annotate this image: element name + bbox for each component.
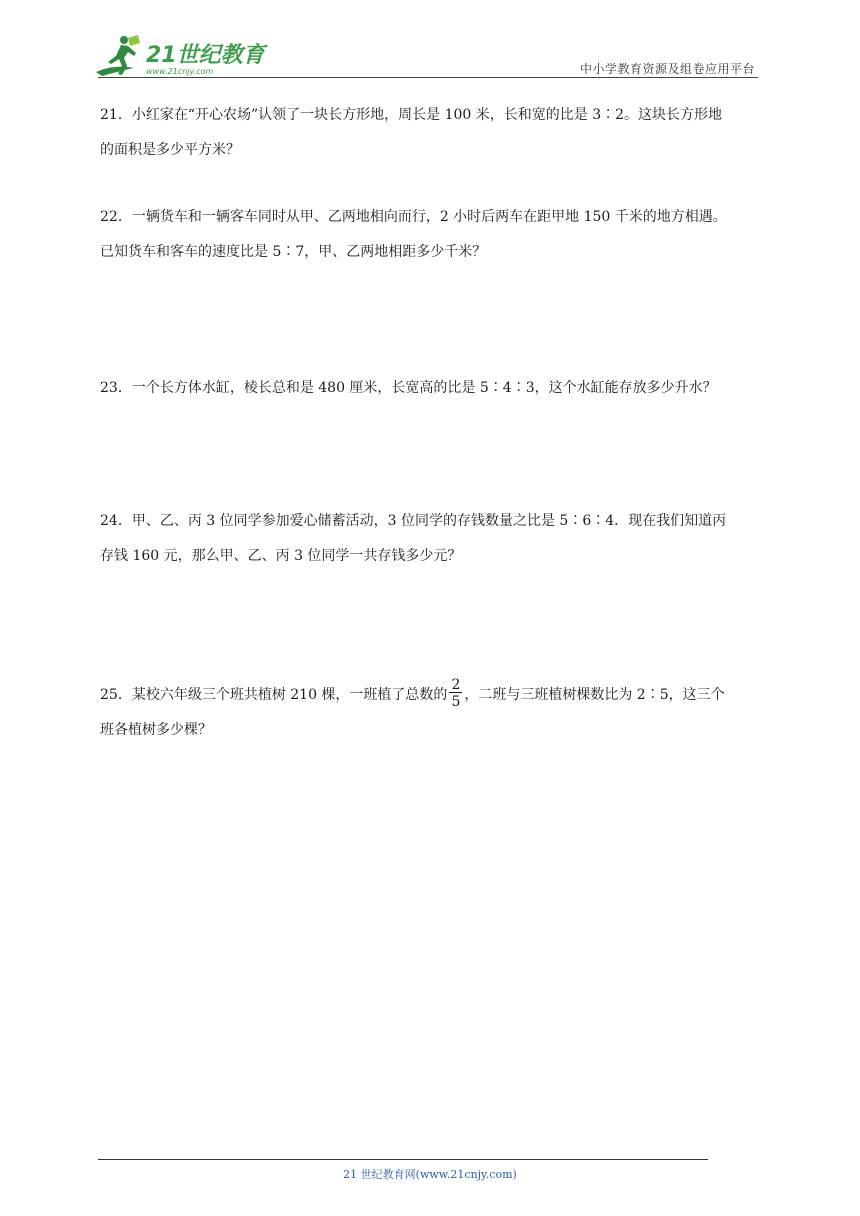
question-text: 班各植树多少棵？ [100,722,212,738]
question-22 [100,200,760,270]
question-text: 25．某校六年级三个班共植树 210 棵，一班植了总数的 [100,687,448,703]
question-text: 24．甲、乙、丙 3 位同学参加爱心储蓄活动，3 位同学的存钱数量之比是 5∶6∶4．现在我们知道丙 [100,513,727,529]
fraction-denominator: 5 [451,693,461,710]
question-text: 存钱 160 元，那么甲、乙、丙 3 位同学一共存钱多少元？ [100,548,462,564]
question-24 [100,504,760,574]
question-line-with-fraction [100,678,760,713]
question-21 [100,98,760,168]
question-text: ，二班与三班植树棵数比为 2∶5，这三个 [464,687,725,703]
question-text: 22．一辆货车和一辆客车同时从甲、乙两地相向而行，2 小时后两车在距甲地 150 千米的地方相遇。 [100,209,727,225]
runner-logo-icon [94,34,269,78]
question-text: 的面积是多少平方米？ [100,142,240,158]
question-25 [100,678,760,748]
question-text: 21．小红家在“开心农场”认领了一块长方形地，周长是 100 米，长和宽的比是 3∶2。这块长方形地 [100,107,723,123]
fraction-numerator: 2 [451,676,461,693]
svg-text:www.21cnjy.com: www.21cnjy.com [146,67,214,76]
fraction [449,678,462,709]
header-divider [98,77,758,78]
site-logo[interactable] [94,34,269,78]
question-text: 23．一个长方体水缸，棱长总和是 480 厘米，长宽高的比是 5∶4∶3，这个水缸能存放多少升水？ [100,380,717,396]
question-23 [100,371,760,406]
question-text: 已知货车和客车的速度比是 5∶7，甲、乙两地相距多少千米？ [100,244,487,260]
svg-text:21世纪教育: 21世纪教育 [146,43,265,68]
footer-link[interactable]: 21 世纪教育网(www.21cnjy.com) [343,1168,517,1181]
footer-divider [98,1159,708,1160]
page-header [0,0,860,82]
platform-title: 中小学教育资源及组卷应用平台 [579,62,755,76]
